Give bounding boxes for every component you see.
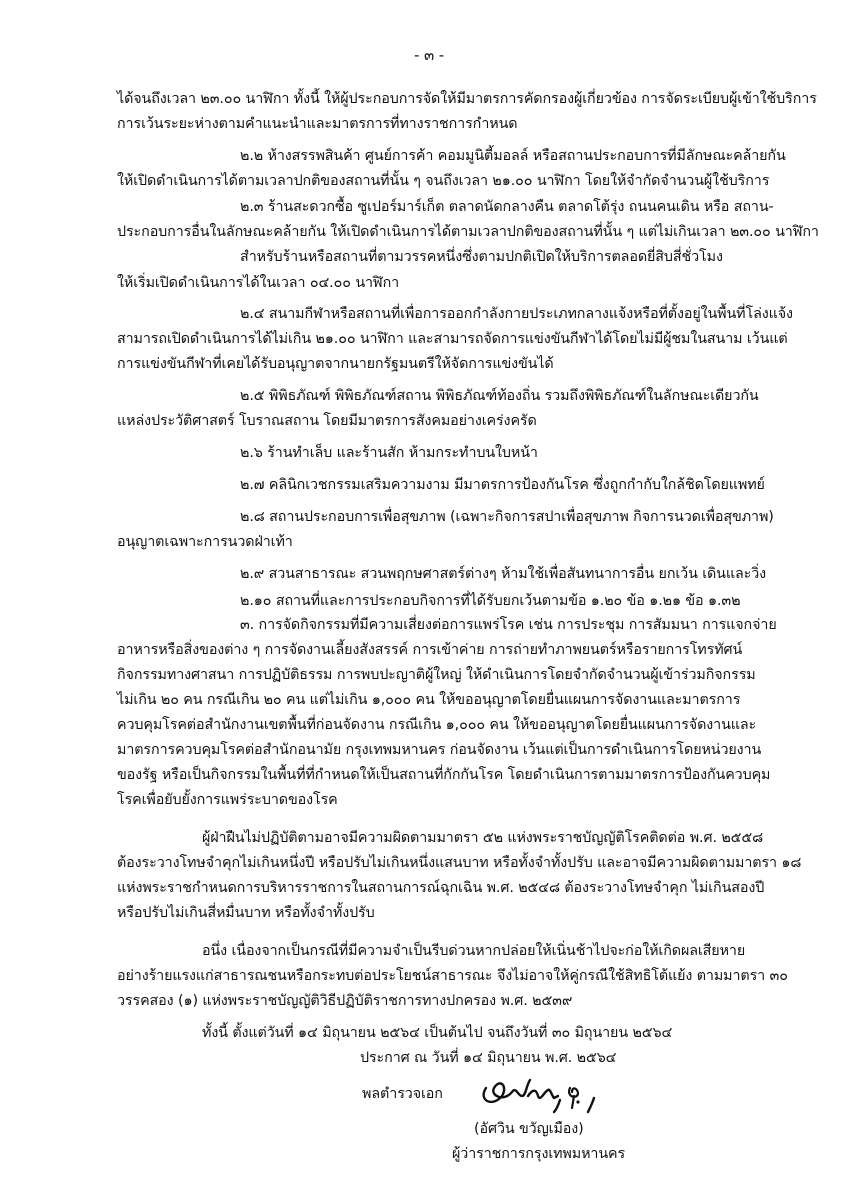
body-line: การเว้นระยะห่างตามคำแนะนำและมาตรการที่ทางราชการกำหนด — [117, 116, 518, 132]
body-line: อาหารหรือสิ่งของต่าง ๆ การจัดงานเลี้ยงสังสรรค์ การเข้าค่าย การถ่ายทำภาพยนตร์หรือรายการโทรทัศน์ — [117, 642, 743, 658]
clause-2-3: ๒.๓ ร้านสะดวกซื้อ ซูเปอร์มาร์เก็ต ตลาดนัดกลางคืน ตลาดโต้รุ่ง ถนนคนเดิน หรือ สถาน- — [240, 199, 774, 215]
body-line: ได้จนถึงเวลา ๒๓.๐๐ นาฬิกา ทั้งนี้ ให้ผู้ประกอบการจัดให้มีมาตรการคัดกรองผู้เกี่ยวข้อง การจัดระเบียบผู้เข้าใช้บริการ — [117, 91, 817, 107]
body-line: โรคเพื่อยับยั้งการแพร่ระบาดของโรค — [117, 792, 338, 808]
body-line: มาตรการควบคุมโรคต่อสำนักอนามัย กรุงเทพมหานคร ก่อนจัดงาน เว้นแต่เป็นการดำเนินการโดยหน่วยงาน — [117, 742, 762, 758]
body-line: ต้องระวางโทษจำคุกไม่เกินหนึ่งปี หรือปรับไม่เกินหนึ่งแสนบาท หรือทั้งจำทั้งปรับ และอาจมีความผิดตามมาตรา ๑๘ — [117, 855, 802, 871]
body-line: อนุญาตเฉพาะการนวดฝ่าเท้า — [117, 534, 293, 550]
body-line: ประกอบการอื่นในลักษณะคล้ายกัน ให้เปิดดำเนินการได้ตามเวลาปกติของสถานที่นั้น ๆ แต่ไม่เกินเวลา ๒๓.๐๐ นาฬิกา — [117, 224, 819, 240]
handwritten-signature — [474, 1066, 614, 1118]
page-number: - ๓ - — [414, 46, 445, 64]
clause-2-5: ๒.๕ พิพิธภัณฑ์ พิพิธภัณฑ์สถาน พิพิธภัณฑ์ท้องถิ่น รวมถึงพิพิธภัณฑ์ในลักษณะเดียวกัน — [240, 388, 759, 404]
clause-2-10: ๒.๑๐ สถานที่และการประกอบกิจการที่ได้รับยกเว้นตามข้อ ๑.๒๐ ข้อ ๑.๒๑ ข้อ ๑.๓๒ — [240, 593, 741, 609]
body-line: สามารถเปิดดำเนินการได้ไม่เกิน ๒๑.๐๐ นาฬิกา และสามารถจัดการแข่งขันกีฬาได้โดยไม่มีผู้ชมในสนาม เว้นแต่ — [117, 331, 788, 347]
body-line: ให้เริ่มเปิดดำเนินการได้ในเวลา ๐๔.๐๐ นาฬิกา — [117, 275, 400, 291]
penalty-paragraph: ผู้ฝ่าฝืนไม่ปฏิบัติตามอาจมีความผิดตามมาตรา ๕๒ แห่งพระราชบัญญัติโรคติดต่อ พ.ศ. ๒๕๕๘ — [202, 830, 764, 846]
announcement-date: ประกาศ ณ วันที่ ๑๔ มิถุนายน พ.ศ. ๒๕๖๔ — [360, 1050, 617, 1066]
body-line: กิจกรรมทางศาสนา การปฏิบัติธรรม การพบปะญาติผู้ใหญ่ ให้ดำเนินการโดยจำกัดจำนวนผู้เข้าร่วมกิจกรรม — [117, 667, 756, 683]
body-line: แหล่งประวัติศาสตร์ โบราณสถาน โดยมีมาตรการสังคมอย่างเคร่งครัด — [117, 413, 537, 429]
urgency-paragraph: อนึ่ง เนื่องจากเป็นกรณีที่มีความจำเป็นรีบด่วนหากปล่อยให้เนิ่นช้าไปจะก่อให้เกิดผลเสียหาย — [202, 943, 746, 959]
effective-date: ทั้งนี้ ตั้งแต่วันที่ ๑๔ มิถุนายน ๒๕๖๔ เป็นต้นไป จนถึงวันที่ ๓๐ มิถุนายน ๒๕๖๔ — [202, 1025, 673, 1041]
clause-2-8: ๒.๘ สถานประกอบการเพื่อสุขภาพ (เฉพาะกิจการสปาเพื่อสุขภาพ กิจการนวดเพื่อสุขภาพ) — [240, 509, 774, 525]
body-line: อย่างร้ายแรงแก่สาธารณชนหรือกระทบต่อประโยชน์สาธารณะ จึงไม่อาจให้คู่กรณีใช้สิทธิโต้แย้ง ตามมาตรา ๓๐ — [117, 968, 788, 984]
clause-2-6: ๒.๖ ร้านทำเล็บ และร้านสัก ห้ามกระทำบนใบหน้า — [240, 445, 538, 461]
signer-rank: พลตำรวจเอก — [362, 1086, 443, 1102]
body-line: ของรัฐ หรือเป็นกิจกรรมในพื้นที่ที่กำหนดให้เป็นสถานที่กักกันโรค โดยดำเนินการตามมาตรการป้องกันควบคุม — [117, 767, 771, 783]
clause-2-7: ๒.๗ คลินิกเวชกรรมเสริมความงาม มีมาตรการป้องกันโรค ซึ่งถูกกำกับใกล้ชิดโดยแพทย์ — [240, 477, 765, 493]
clause-2-2: ๒.๒ ห้างสรรพสินค้า ศูนย์การค้า คอมมูนิตี้มอลล์ หรือสถานประกอบการที่มีลักษณะคล้ายกัน — [240, 148, 786, 164]
body-line: การแข่งขันกีฬาที่เคยได้รับอนุญาตจากนายกรัฐมนตรีให้จัดการแข่งขันได้ — [117, 356, 554, 372]
body-line: แห่งพระราชกำหนดการบริหารราชการในสถานการณ์ฉุกเฉิน พ.ศ. ๒๕๔๘ ต้องระวางโทษจำคุก ไม่เกินสองปี — [117, 880, 765, 896]
signer-title: ผู้ว่าราชการกรุงเทพมหานคร — [452, 1146, 626, 1162]
body-line: ไม่เกิน ๒๐ คน กรณีเกิน ๒๐ คน แต่ไม่เกิน ๑,๐๐๐ คน ให้ขออนุญาตโดยยื่นแผนการจัดงานและมาตรการ — [117, 692, 741, 708]
clause-2-9: ๒.๙ สวนสาธารณะ สวนพฤกษศาสตร์ต่างๆ ห้ามใช้เพื่อสันทนาการอื่น ยกเว้น เดินและวิ่ง — [240, 566, 767, 582]
body-line: สำหรับร้านหรือสถานที่ตามวรรคหนึ่งซึ่งตามปกติเปิดให้บริการตลอดยี่สิบสี่ชั่วโมง — [240, 249, 723, 265]
clause-3: ๓. การจัดกิจกรรมที่มีความเสี่ยงต่อการแพร่โรค เช่น การประชุม การสัมมนา การแจกจ่าย — [240, 617, 777, 633]
body-line: ควบคุมโรคต่อสำนักงานเขตพื้นที่ก่อนจัดงาน กรณีเกิน ๑,๐๐๐ คน ให้ขออนุญาตโดยยื่นแผนการจัดงานและ — [117, 717, 757, 733]
body-line: หรือปรับไม่เกินสี่หมื่นบาท หรือทั้งจำทั้งปรับ — [117, 905, 375, 921]
body-line: ให้เปิดดำเนินการได้ตามเวลาปกติของสถานที่นั้น ๆ จนถึงเวลา ๒๑.๐๐ นาฬิกา โดยให้จำกัดจำนวนผู้ใช้บริการ — [117, 173, 770, 189]
clause-2-4: ๒.๔ สนามกีฬาหรือสถานที่เพื่อการออกกำลังกายประเภทกลางแจ้งหรือที่ตั้งอยู่ในพื้นที่โล่งแจ้ง — [240, 306, 793, 322]
signer-name: (อัศวิน ขวัญเมือง) — [474, 1121, 584, 1137]
body-line: วรรคสอง (๑) แห่งพระราชบัญญัติวิธีปฏิบัติราชการทางปกครอง พ.ศ. ๒๕๓๙ — [117, 993, 573, 1009]
